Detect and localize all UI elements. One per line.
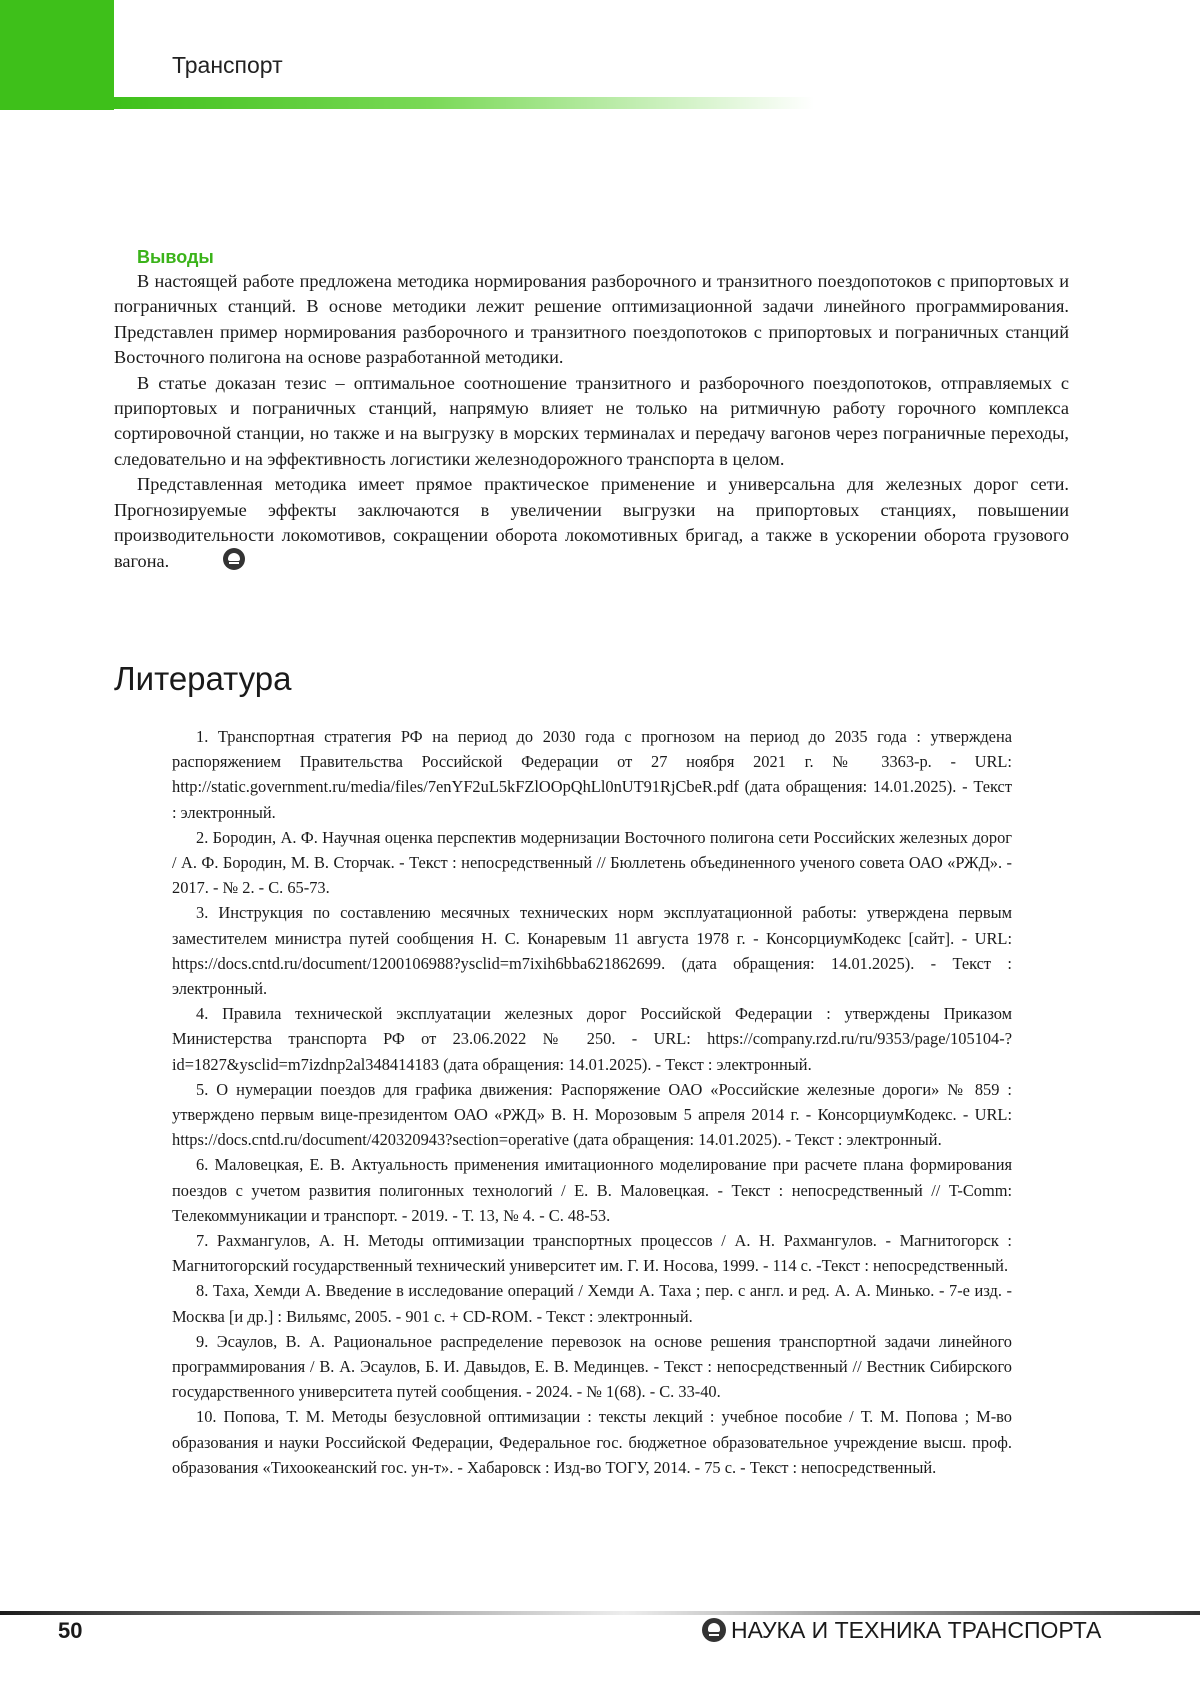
conclusions-paragraph-2: В статье доказан тезис – оптимальное соотношение транзитного и разборочного поездопотоков, отправляемых с припортовых и пограничных станций, напрямую влияет не только на ритмичную работу горочного комплекса сортировочной станции, но также и на выгрузку в морских терминалах и передачу вагонов через пограничные переходы, следовательно и на эффективность логистики железнодорожного транспорта в целом. [114, 372, 1069, 469]
reference-item-6: 6. Маловецкая, Е. В. Актуальность применения имитационного моделирование при расчете плана формирования поездов с учетом развития полигонных технологий / Е. В. Маловецкая. - Текст : непосредственный // T-Comm: Телекоммуникации и транспорт. - 2019. - Т. 13, № 4. - С. 48-53. [172, 1155, 1012, 1225]
footer-rule [0, 1611, 1200, 1615]
reference-item-8: 8. Таха, Хемди А. Введение в исследование операций / Хемди А. Таха ; пер. с англ. и ред. А. А. Минько. - 7-е изд. - Москва [и др.] : Вильямс, 2005. - 901 с. + CD-ROM. - Текст : электронный. [172, 1281, 1012, 1326]
reference-item-9: 9. Эсаулов, В. А. Рациональное распределение перевозок на основе решения транспортной задачи линейного программирования / В. А. Эсаулов, Б. И. Давыдов, Е. В. Мединцев. - Текст : непосредственный // Вестник Сибирского государственного университета путей сообщения. - 2024. - № 1(68). - С. 33-40. [172, 1331, 1012, 1402]
conclusions-paragraph-3-text: Представленная методика имеет прямое практическое применение и универсальна для железных дорог сети. Прогнозируемые эффекты заключаются в увеличении выгрузки на припортовых станциях, повышении производительности локомотивов, сокращении оборота локомотивных бригад, а также в ускорении оборота грузового вагона. [114, 474, 1069, 572]
reference-item-5: 5. О нумерации поездов для графика движения: Распоряжение ОАО «Российские железные дороги» № 859 : утверждено первым вице-президентом ОАО «РЖД» В. Н. Морозовым 5 апреля 2014 г. - КонсорциумКодекс. - URL: https://docs.cntd.ru/document/420320943?section=operative (дата обращения: 14.01.2025). - Текст : электронный. [172, 1079, 1012, 1150]
reference-item-10: 10. Попова, Т. М. Методы безусловной оптимизации : тексты лекций : учебное пособие / Т. М. Попова ; М-во образования и науки Российской Федерации, Федеральное гос. бюджетное образовательное учреждение высш. проф. образования «Тихоокеанский гос. ун-т». - Хабаровск : Изд-во ТОГУ, 2014. - 75 с. - Текст : непосредственный. [172, 1407, 1012, 1477]
header-gradient-band [114, 97, 814, 109]
conclusions-paragraph-1: В настоящей работе предложена методика нормирования разборочного и транзитного поездопотоков с припортовых и пограничных станций. В основе методики лежит решение оптимизационной задачи линейного программирования. Представлен пример нормирования разборочного и транзитного поездопотоков с припортовых и пограничных станций Восточного полигона на основе разработанной методики. [114, 271, 1069, 368]
reference-item-3: 3. Инструкция по составлению месячных технических норм эксплуатационной работы: утверждена первым заместителем министра путей сообщения Н. С. Конаревым 11 августа 1978 г. - КонсорциумКодекс [сайт]. - URL: https://docs.cntd.ru/document/1200106988?ysclid=m7ixih6bba621862699. (дата обращения: 14.01.2025). - Текст : электронный. [172, 903, 1012, 999]
page-number: 50 [58, 1618, 83, 1643]
reference-item-2: 2. Бородин, А. Ф. Научная оценка перспектив модернизации Восточного полигона сети Российских железных дорог / А. Ф. Бородин, М. В. Сторчак. - Текст : непосредственный // Бюллетень объединенного ученого совета ОАО «РЖД». - 2017. - № 2. - С. 65-73. [172, 827, 1012, 898]
literature-heading: Литература [114, 660, 292, 697]
journal-title [702, 1617, 1101, 1644]
journal-logo-icon [702, 1618, 726, 1642]
reference-item-4: 4. Правила технической эксплуатации железных дорог Российской Федерации : утверждены Приказом Министерства транспорта РФ от 23.06.2022 № 250. - URL: https://company.rzd.ru/ru/9353/page/105104-?id=1827&ysclid=m7izdnp2al348414183 (дата обращения: 14.01.2025). - Текст : электронный. [172, 1004, 1012, 1074]
reference-item-1: 1. Транспортная стратегия РФ на период до 2030 года с прогнозом на период до 2035 года : утверждена распоряжением Правительства Российской Федерации от 27 ноября 2021 г. № 3363-р. - URL: http://static.government.ru/media/files/7enYF2uL5kFZlOOpQhLl0nUT91RjCbeR.pdf (дата обращения: 14.01.2025). - Текст : электронный. [172, 727, 1012, 822]
journal-logo-icon [223, 548, 245, 570]
reference-list [172, 724, 1012, 1480]
journal-title-text: НАУКА И ТЕХНИКА ТРАНСПОРТА [731, 1617, 1102, 1643]
header-accent-block [0, 0, 114, 110]
conclusions-section [114, 245, 1069, 575]
reference-item-7: 7. Рахмангулов, А. Н. Методы оптимизации транспортных процессов / А. Н. Рахмангулов. - Магнитогорск : Магнитогорский государственный технический университет им. Г. И. Носова, 1999. - 114 с. -Текст : непосредственный. [172, 1231, 1012, 1276]
conclusions-paragraph-3 [114, 472, 1069, 575]
section-title: Транспорт [172, 52, 283, 78]
conclusions-heading: Выводы [137, 247, 214, 267]
